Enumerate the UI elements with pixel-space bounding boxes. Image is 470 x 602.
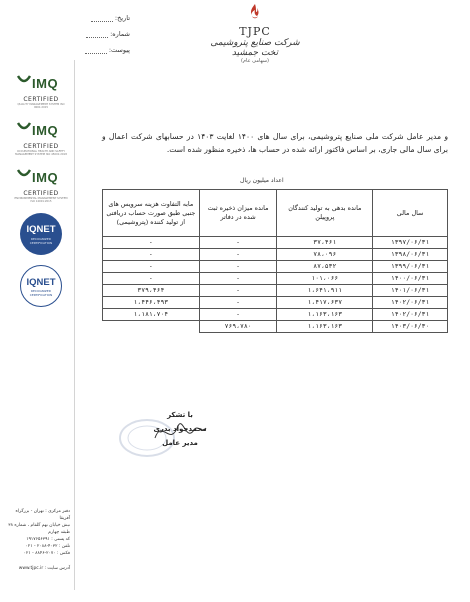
- table-row: [103, 261, 448, 273]
- flame-icon: [248, 4, 262, 22]
- cell-year: ۱۴۰۱/۰۶/۳۱: [373, 285, 448, 297]
- table-row: [103, 249, 448, 261]
- iqnet-mark: IQNET: [26, 277, 56, 288]
- cell-year: ۱۴۰۲/۰۶/۳۱: [373, 297, 448, 309]
- sign-title: مدیر عامل: [162, 439, 198, 447]
- imq-cert-quality: [12, 72, 70, 109]
- iqnet-label: RECOGNIZED CERTIFICATION: [29, 237, 53, 245]
- cell-reserve: -: [199, 285, 277, 297]
- date-field: [70, 14, 130, 22]
- cell-debt: ۸۷،۵۳۲: [277, 261, 373, 273]
- cell-reserve: -: [199, 309, 277, 321]
- table-row: [103, 321, 448, 333]
- letter-body: و مدیر عامل شرکت ملی صنایع پتروشیمی، برای سال های ۱۴۰۰ لغایت ۱۴۰۳ در حسابهای شرکت اعمال و برای سال مالی جاری، بر اساس فاکتور ارائه شده در حساب ها، ذخیره منظور شده است.: [102, 132, 448, 154]
- cell-difference: -: [103, 237, 200, 249]
- cell-debt: ۷۸،۰۹۶: [277, 249, 373, 261]
- table-row: [103, 309, 448, 321]
- cell-reserve: -: [199, 297, 277, 309]
- iqnet-mark: IQNET: [26, 224, 56, 235]
- imq-mark: IMQ: [32, 76, 59, 91]
- sign-thanks: با تشکر: [167, 411, 193, 419]
- cell-reserve: -: [199, 237, 277, 249]
- col-service-difference: مابه التفاوت هزینه سرویس های جنبی طبق صورت حساب دریافتی از تولید کننده (پتروشیمی): [103, 190, 200, 237]
- cell-debt: ۱،۱۶۳،۱۶۳: [277, 309, 373, 321]
- imq-mark: IMQ: [32, 123, 59, 138]
- number-label: شماره:: [110, 30, 130, 38]
- cell-difference: ۱،۴۴۶،۴۹۳: [103, 297, 200, 309]
- signature-block: [140, 408, 220, 450]
- sign-name: محمدجواد بدری: [153, 425, 207, 433]
- cert-standard: ENVIRONMENTAL MANAGEMENT SYSTEM ISO 14001:2015: [14, 197, 68, 203]
- attachment-label: پیوست:: [108, 46, 130, 54]
- table-row: [103, 273, 448, 285]
- cell-reserve: -: [199, 249, 277, 261]
- cell-difference: -: [103, 261, 200, 273]
- cell-difference: -: [103, 249, 200, 261]
- cell-reserve: -: [199, 273, 277, 285]
- table-row: [103, 297, 448, 309]
- cert-label: CERTIFIED: [23, 96, 59, 103]
- cell-reserve: ۷۶۹،۷۸۰: [199, 321, 277, 333]
- cell-year: ۱۴۰۲/۰۶/۳۱: [373, 309, 448, 321]
- cell-difference: ۳۷۹،۴۶۴: [103, 285, 200, 297]
- cert-sidebar: [12, 72, 70, 317]
- address-line: نبش خیابان نهم گلفام ، شماره ۳۸: [8, 523, 70, 528]
- cell-debt: ۱،۴۱۷،۶۳۷: [277, 297, 373, 309]
- cert-standard: OCCUPATIONAL HEALTH AND SAFETY MANAGEMENT SYSTEM ISO 45001:2018: [15, 150, 67, 156]
- iqnet-badge-2: [20, 265, 62, 307]
- debt-table: [102, 189, 448, 333]
- cell-year: ۱۳۹۹/۰۶/۳۱: [373, 261, 448, 273]
- cell-debt: ۱،۶۴۱،۹۱۱: [277, 285, 373, 297]
- company-logo: [205, 4, 305, 64]
- company-type: (سهامی عام): [241, 58, 269, 64]
- sidebar-divider: [74, 60, 75, 590]
- cert-standard: QUALITY MANAGEMENT SYSTEM ISO 9001:2015: [17, 103, 65, 109]
- col-fiscal-year: سال مالی: [373, 190, 448, 237]
- cell-difference: [103, 321, 200, 333]
- cell-debt: ۳۷،۴۶۱: [277, 237, 373, 249]
- cell-year: ۱۳۹۷/۰۶/۳۱: [373, 237, 448, 249]
- imq-cert-safety: [12, 119, 70, 156]
- iqnet-label: RECOGNIZED CERTIFICATION: [29, 289, 53, 297]
- imq-cert-environment: [12, 166, 70, 203]
- cell-year: ۱۴۰۰/۰۶/۳۱: [373, 273, 448, 285]
- table-row: [103, 285, 448, 297]
- number-field: [70, 30, 130, 38]
- date-label: تاریخ:: [114, 14, 130, 22]
- cell-year: ۱۳۹۸/۰۶/۳۱: [373, 249, 448, 261]
- cert-label: CERTIFIED: [23, 190, 59, 197]
- website: آدرس سایت : www.tjpc.ir: [18, 566, 70, 571]
- logo-abbr: TJPC: [239, 25, 271, 38]
- phone-number: تلفن : ۴۰۳۲-۲۰۸۸ - ۰۲۱: [25, 544, 70, 549]
- company-name: شرکت صنایع پتروشیمی تخت جمشید: [210, 38, 300, 58]
- cell-difference: ۱،۱۸۱،۷۰۴: [103, 309, 200, 321]
- iqnet-badge-1: [20, 213, 62, 255]
- cell-year: ۱۴۰۳/۰۶/۳۰: [373, 321, 448, 333]
- cell-difference: -: [103, 273, 200, 285]
- address-line: دفتر مرکزی : تهران - بزرگراه آفریقا: [15, 509, 70, 521]
- cell-debt: ۱۰۱،۰۶۶: [277, 273, 373, 285]
- unit-note: اعداد میلیون ریال: [240, 177, 284, 184]
- footer-address: [4, 508, 70, 572]
- col-reserve-balance: مانده میزان ذخیره ثبت شده در دفاتر: [199, 190, 277, 237]
- cell-debt: ۱،۱۶۳،۱۶۳: [277, 321, 373, 333]
- attachment-field: [70, 46, 130, 54]
- table-header-row: [103, 190, 448, 237]
- address-line: طبقه چهارم: [48, 530, 70, 535]
- postal-code: کد پستی : ۱۹۱۷۶۵۶۳۹۱: [26, 537, 70, 542]
- imq-mark: IMQ: [32, 170, 59, 185]
- cert-label: CERTIFIED: [23, 143, 59, 150]
- cell-reserve: -: [199, 261, 277, 273]
- table-row: [103, 237, 448, 249]
- fax-number: فکس : ۲۰۷۰-۸۸۴۶ - ۰۲۱: [23, 551, 70, 556]
- col-debt-balance: مانده بدهی به تولید کنندگان پروپیلن: [277, 190, 373, 237]
